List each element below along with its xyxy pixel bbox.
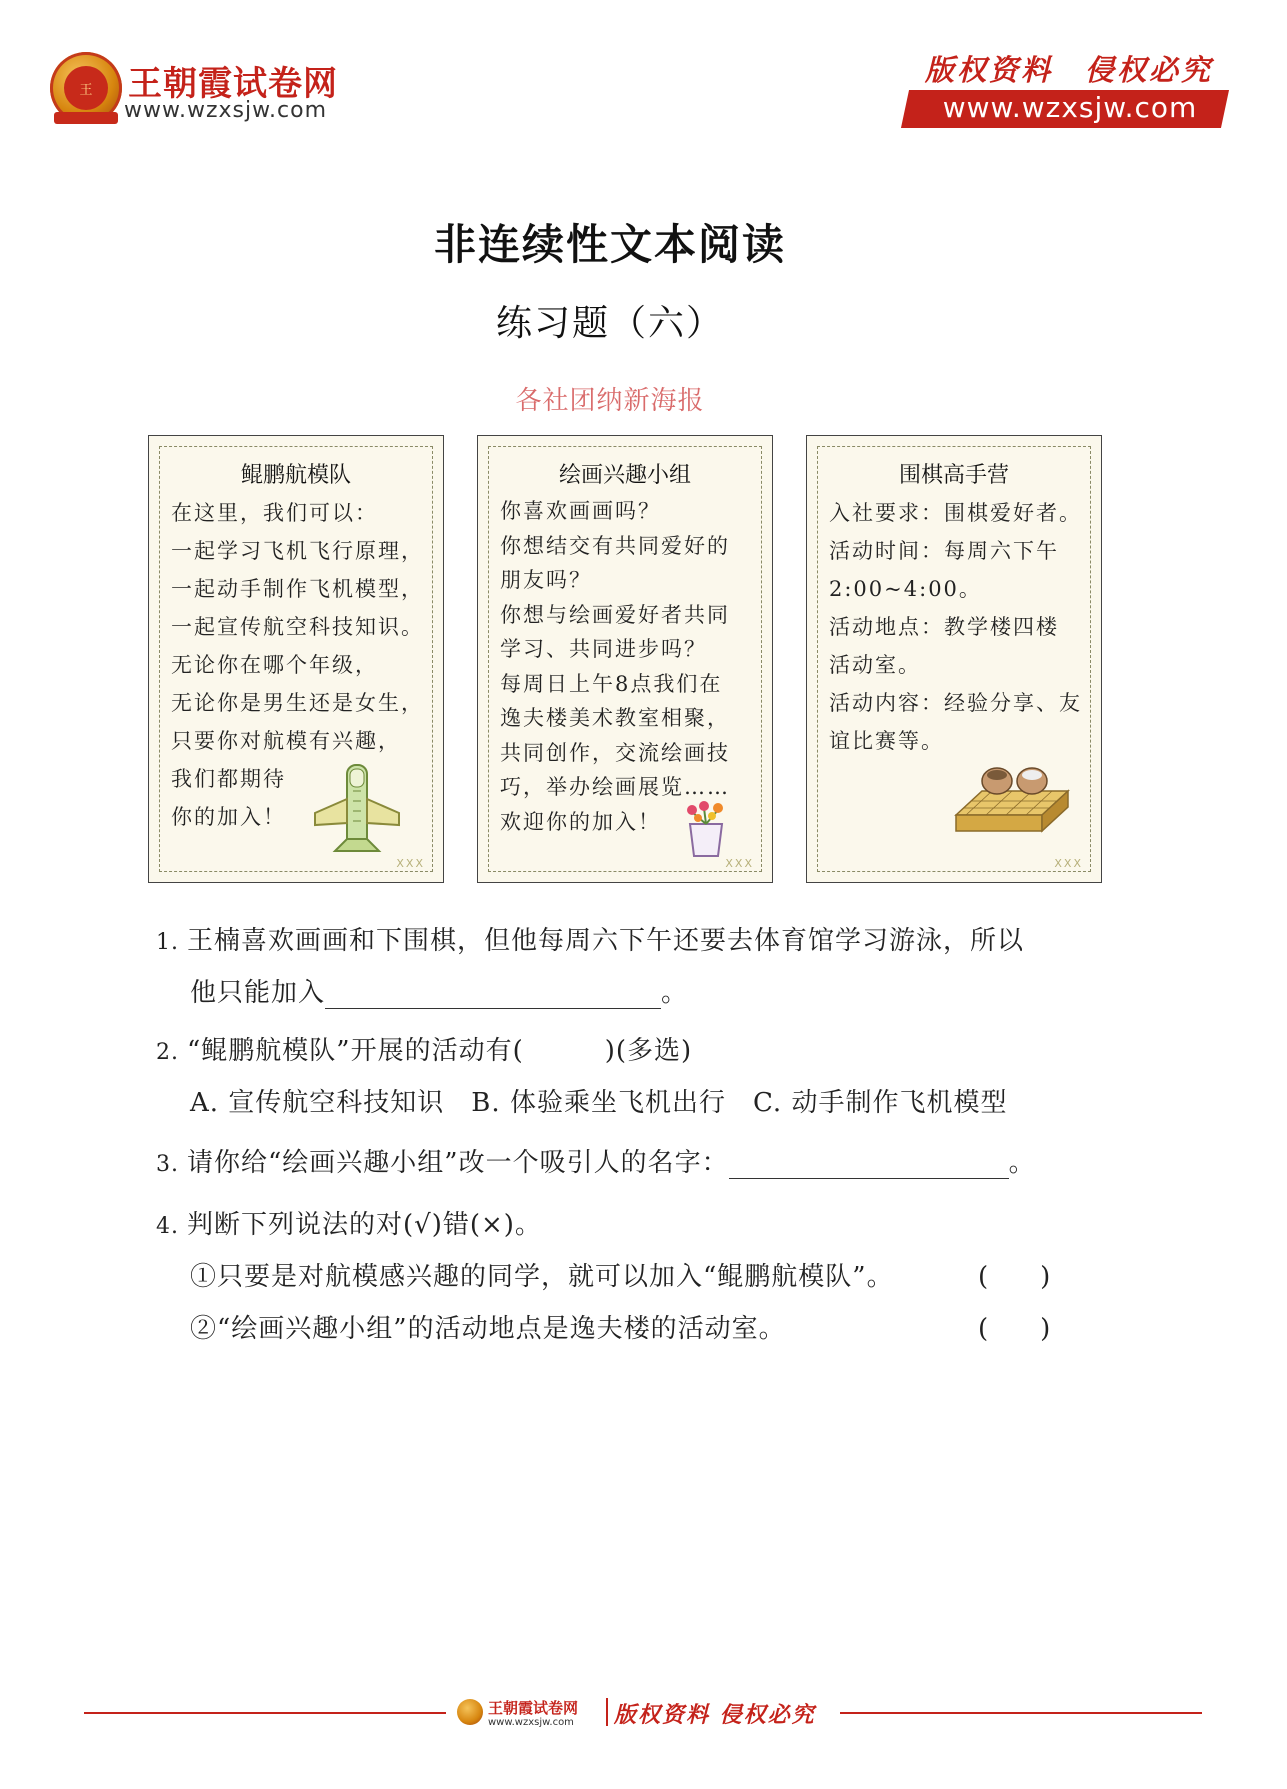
question-2 — [156, 1030, 692, 1067]
footer-logo-icon — [457, 1699, 483, 1725]
go-board-icon — [952, 761, 1072, 841]
poster-line: 活动室。 — [829, 653, 921, 677]
poster-watermark: XXX — [1054, 857, 1083, 870]
poster-painting-group — [477, 435, 773, 883]
poster-line: 一起学习飞机飞行原理， — [171, 539, 424, 563]
poster-line: 学习、共同进步吗？ — [500, 637, 707, 661]
page-title: 非连续性文本阅读 — [433, 220, 786, 269]
poster-line: 一起宣传航空科技知识。 — [171, 615, 424, 639]
question-4 — [156, 1204, 542, 1241]
poster-title: 围棋高手营 — [898, 463, 1009, 488]
poster-line: 朋友吗？ — [500, 568, 592, 592]
copyright-notice: 版权资料 侵权必究 — [925, 53, 1214, 87]
question-number: 3. — [156, 1152, 179, 1177]
poster-line: 逸夫楼美术教室相聚， — [500, 706, 730, 730]
question-2-options[interactable]: A. 宣传航空科技知识 B. 体验乘坐飞机出行 C. 动手制作飞机模型 — [190, 1088, 1008, 1118]
poster-text — [829, 494, 1085, 760]
poster-line: 你想与绘画爱好者共同 — [500, 602, 730, 627]
footer-url[interactable]: www.wzxsjw.com — [488, 1717, 574, 1728]
poster-line: 活动内容：经验分享、友 — [829, 691, 1082, 715]
logo-url[interactable]: www.wzxsjw.com — [124, 98, 328, 123]
question-text: “鲲鹏航模队”开展的活动有( )(多选) — [187, 1036, 693, 1066]
poster-line: 每周日上午8点我们在 — [500, 671, 723, 696]
question-number: 1. — [156, 930, 179, 955]
poster-watermark: XXX — [725, 857, 754, 870]
judgement-item-2: ②“绘画兴趣小组”的活动地点是逸夫楼的活动室。 — [190, 1314, 786, 1344]
poster-line: 你的加入！ — [171, 805, 286, 829]
question-1-answer-line — [190, 972, 688, 1009]
poster-title: 绘画兴趣小组 — [558, 463, 691, 488]
poster-line: 你想结交有共同爱好的 — [500, 533, 730, 558]
question-text: 判断下列说法的对(√)错(×)。 — [187, 1210, 542, 1240]
flower-pot-icon — [678, 796, 734, 858]
footer-separator — [606, 1698, 608, 1726]
logo-name: 王朝霞试卷网 — [128, 64, 338, 104]
poster-aviation-model-team — [148, 435, 444, 883]
question-text: 请你给“绘画兴趣小组”改一个吸引人的名字： — [187, 1148, 729, 1178]
footer-rule-right — [840, 1712, 1202, 1714]
poster-text — [500, 494, 756, 839]
poster-line: 无论你是男生还是女生， — [171, 691, 424, 715]
page-subtitle: 练习题（六） — [495, 303, 724, 344]
answer-blank[interactable] — [325, 978, 661, 1009]
judgement-answer-paren-2[interactable]: ( ) — [978, 1314, 1051, 1344]
url-banner-text[interactable]: www.wzxsjw.com — [942, 91, 1198, 124]
poster-line: 只要你对航模有兴趣， — [171, 729, 401, 753]
poster-line: 活动时间：每周六下午 — [829, 539, 1059, 563]
poster-line: 在这里，我们可以： — [171, 501, 378, 525]
answer-blank[interactable] — [729, 1148, 1009, 1179]
poster-line: 谊比赛等。 — [829, 729, 944, 753]
question-number: 2. — [156, 1040, 179, 1065]
poster-line: 2:00~4:00。 — [829, 577, 982, 601]
poster-line: 一起动手制作飞机模型， — [171, 577, 424, 601]
poster-line: 共同创作，交流绘画技 — [500, 740, 730, 765]
footer-logo-name: 王朝霞试卷网 — [488, 1699, 579, 1717]
logo-ribbon — [54, 112, 118, 124]
poster-title: 鲲鹏航模队 — [240, 463, 351, 488]
poster-line: 入社要求：围棋爱好者。 — [829, 501, 1082, 525]
question-number: 4. — [156, 1214, 179, 1239]
question-3 — [156, 1142, 1036, 1179]
poster-watermark: XXX — [396, 857, 425, 870]
airplane-model-icon — [309, 761, 405, 857]
poster-heading: 各社团纳新海报 — [515, 386, 705, 416]
logo-seal: 王 — [64, 66, 108, 110]
question-punct: 。 — [1008, 1148, 1036, 1178]
poster-line: 欢迎你的加入！ — [500, 809, 661, 834]
judgement-item-1: ①只要是对航模感兴趣的同学，就可以加入“鲲鹏航模队”。 — [190, 1262, 894, 1292]
poster-line: 巧，举办绘画展览…… — [500, 775, 730, 799]
question-1 — [156, 920, 1024, 957]
footer-rule-left — [84, 1712, 446, 1714]
poster-line: 无论你在哪个年级， — [171, 653, 378, 677]
poster-line: 活动地点：教学楼四楼 — [829, 615, 1059, 639]
poster-line: 我们都期待 — [171, 767, 286, 791]
poster-line: 你喜欢画画吗？ — [500, 499, 661, 523]
question-text: 他只能加入 — [190, 978, 326, 1008]
question-punct: 。 — [661, 978, 689, 1008]
poster-go-camp — [806, 435, 1102, 883]
footer-copyright: 版权资料 侵权必究 — [614, 1702, 816, 1728]
question-text: 王楠喜欢画画和下围棋，但他每周六下午还要去体育馆学习游泳，所以 — [187, 926, 1025, 956]
judgement-answer-paren-1[interactable]: ( ) — [978, 1262, 1051, 1292]
